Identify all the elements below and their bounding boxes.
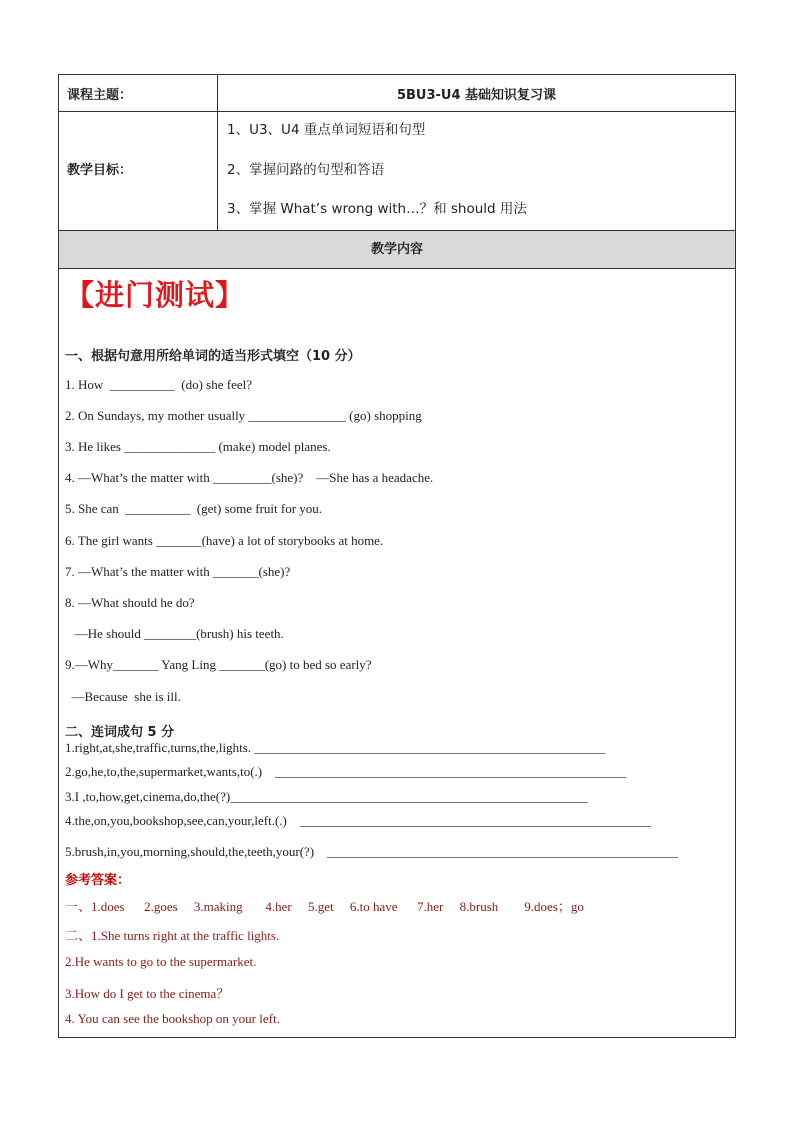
- answer-line: 2.He wants to go to the supermarket.: [65, 954, 257, 969]
- sentence-line: 4.the,on,you,bookshop,see,can,your,left.(.) ______________________________________________________: [65, 813, 651, 828]
- question-line: 7. —What’s the matter with _______(she)?: [65, 564, 291, 579]
- topic-label: 课程主题：: [67, 88, 133, 103]
- answers-title: 参考答案：: [65, 873, 131, 888]
- topic-row: [59, 75, 735, 112]
- goal-label: 教学目标：: [67, 163, 133, 178]
- goal-list: [218, 112, 735, 230]
- question-line: 3. He likes ______________ (make) model planes.: [65, 439, 331, 454]
- entry-test-title: 【进门测试】: [65, 278, 246, 312]
- question-line: —Because she is ill.: [65, 689, 181, 704]
- answer-line: 一、1.does 2.goes 3.making 4.her 5.get 6.to have 7.her 8.brush 9.does；go: [65, 899, 584, 914]
- sentence-line: 1.right,at,she,traffic,turns,the,lights. ______________________________________________________: [65, 740, 606, 755]
- sentence-line: 3.I ,to,how,get,cinema,do,the(?)_______________________________________________________: [65, 789, 588, 804]
- goal-item: 2、掌握问路的句型和答语: [227, 162, 385, 178]
- topic-value-cell: [218, 75, 735, 111]
- question-line: 8. —What should he do?: [65, 595, 195, 610]
- question-line: —He should ________(brush) his teeth.: [65, 626, 284, 641]
- goal-item: 3、掌握 What’s wrong with…？和 should 用法: [227, 201, 527, 217]
- part1-title: 一、根据句意用所给单词的适当形式填空（10 分）: [65, 349, 361, 364]
- question-line: 9.—Why_______ Yang Ling _______(go) to bed so early?: [65, 657, 372, 672]
- content-body: [59, 269, 735, 1037]
- question-line: 5. She can __________ (get) some fruit for you.: [65, 501, 323, 516]
- content-heading: 教学内容: [59, 231, 735, 269]
- topic-value: 5BU3-U4 基础知识复习课: [396, 88, 557, 103]
- lesson-table: [58, 74, 736, 1038]
- answer-line: 3.How do I get to the cinema？: [65, 986, 230, 1001]
- goal-row: [59, 112, 735, 231]
- part2-title: 二、连词成句 5 分: [65, 725, 175, 740]
- question-line: 6. The girl wants _______(have) a lot of storybooks at home.: [65, 533, 384, 548]
- goal-label-cell: [59, 112, 218, 230]
- topic-label-cell: [59, 75, 218, 111]
- answer-line: 4. You can see the bookshop on your left.: [65, 1011, 280, 1026]
- sentence-line: 2.go,he,to,the,supermarket,wants,to(.) ______________________________________________________: [65, 764, 627, 779]
- question-line: 4. —What’s the matter with _________(she)? —She has a headache.: [65, 470, 434, 485]
- goal-item: 1、U3、U4 重点单词短语和句型: [227, 122, 426, 138]
- answer-line: 二、1.She turns right at the traffic lights.: [65, 928, 280, 943]
- question-line: 1. How __________ (do) she feel?: [65, 377, 253, 392]
- question-line: 2. On Sundays, my mother usually _______________ (go) shopping: [65, 408, 422, 423]
- sentence-line: 5.brush,in,you,morning,should,the,teeth,your(?) ______________________________________________________: [65, 844, 679, 859]
